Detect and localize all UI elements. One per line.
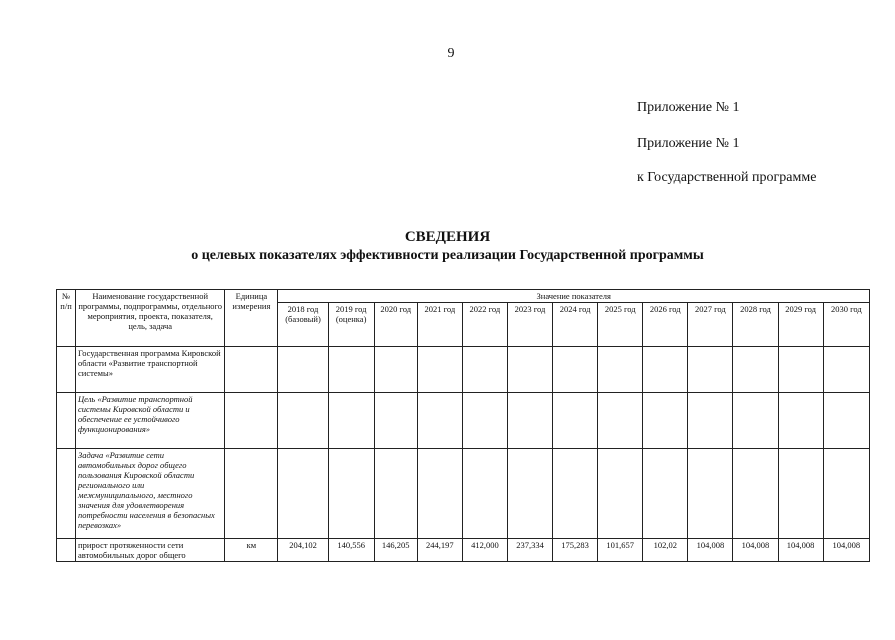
row-value-cell [507,347,552,393]
row-value-cell [417,393,462,449]
header-value-group: Значение показателя [278,290,870,303]
row-value-cell [733,449,778,539]
appendix-line-1: Приложение № 1 [637,100,740,115]
row-value-cell: 204,102 [278,539,328,562]
document-subtitle: о целевых показателях эффективности реализации Государственной программы [191,248,704,263]
indicators-table [56,289,870,562]
header-year: 2027 год [688,303,733,347]
row-value-cell [374,449,417,539]
header-year: 2030 год [823,303,869,347]
row-value-cell [417,449,462,539]
row-value-cell: 175,283 [553,539,598,562]
row-value-cell [598,393,643,449]
row-value-cell [328,449,374,539]
row-value-cell: 140,556 [328,539,374,562]
header-year: 2028 год [733,303,778,347]
row-num-cell [57,393,76,449]
row-value-cell [823,449,869,539]
row-value-cell [417,347,462,393]
row-name-cell: Цель «Развитие транспортной системы Кировской области и обеспечение ее устойчивого функционирования» [76,393,225,449]
row-value-cell [374,393,417,449]
row-value-cell [688,347,733,393]
header-unit: Единица измерения [225,290,278,347]
row-value-cell [733,393,778,449]
document-title: СВЕДЕНИЯ [404,229,491,245]
header-year: 2025 год [598,303,643,347]
row-value-cell [598,347,643,393]
row-value-cell [643,449,688,539]
row-value-cell [328,393,374,449]
row-value-cell [553,347,598,393]
row-num-cell [57,539,76,562]
row-value-cell: 104,008 [733,539,778,562]
row-value-cell: 237,334 [507,539,552,562]
header-year: 2019 год (оценка) [328,303,374,347]
row-value-cell: 244,197 [417,539,462,562]
row-value-cell [643,347,688,393]
row-value-cell [823,393,869,449]
header-name: Наименование государственной программы, подпрограммы, отдельного мероприятия, проекта, показателя, цель, задача [76,290,225,347]
row-value-cell [733,347,778,393]
row-value-cell [688,449,733,539]
appendix-line-3: к Государственной программе [637,170,817,185]
header-num: № п/п [57,290,76,347]
row-value-cell: 104,008 [778,539,823,562]
appendix-line-2: Приложение № 1 [637,136,740,151]
header-year: 2029 год [778,303,823,347]
row-name-cell: прирост протяженности сети автомобильных дорог общего [76,539,225,562]
row-value-cell [778,449,823,539]
row-value-cell [462,449,507,539]
table-row [57,347,870,393]
page-number: 9 [447,46,455,61]
row-value-cell: 101,657 [598,539,643,562]
row-value-cell [278,347,328,393]
table-row [57,539,870,562]
row-value-cell: 146,205 [374,539,417,562]
row-value-cell [462,347,507,393]
table-row [57,449,870,539]
row-num-cell [57,449,76,539]
row-unit-cell [225,347,278,393]
row-num-cell [57,347,76,393]
row-value-cell [553,449,598,539]
row-value-cell: 104,008 [688,539,733,562]
header-year: 2022 год [462,303,507,347]
row-value-cell [507,393,552,449]
row-value-cell [278,449,328,539]
row-value-cell [643,393,688,449]
header-year: 2018 год (базовый) [278,303,328,347]
row-value-cell [598,449,643,539]
header-year: 2020 год [374,303,417,347]
row-value-cell [823,347,869,393]
row-value-cell [462,393,507,449]
row-value-cell: 412,000 [462,539,507,562]
table-row [57,393,870,449]
row-value-cell [553,393,598,449]
row-value-cell [374,347,417,393]
header-year: 2026 год [643,303,688,347]
header-year: 2021 год [417,303,462,347]
row-unit-cell [225,449,278,539]
row-value-cell: 102,02 [643,539,688,562]
row-value-cell [688,393,733,449]
row-name-cell: Государственная программа Кировской области «Развитие транспортной системы» [76,347,225,393]
header-year: 2024 год [553,303,598,347]
row-value-cell: 104,008 [823,539,869,562]
row-unit-cell [225,393,278,449]
row-value-cell [778,347,823,393]
row-unit-cell: км [225,539,278,562]
row-value-cell [278,393,328,449]
row-value-cell [328,347,374,393]
row-value-cell [778,393,823,449]
header-year: 2023 год [507,303,552,347]
row-name-cell: Задача «Развитие сети автомобильных дорог общего пользования Кировской области регионального или межмуниципального, местного значения для удовлетворения потребности населения в безопасных перевозках» [76,449,225,539]
row-value-cell [507,449,552,539]
